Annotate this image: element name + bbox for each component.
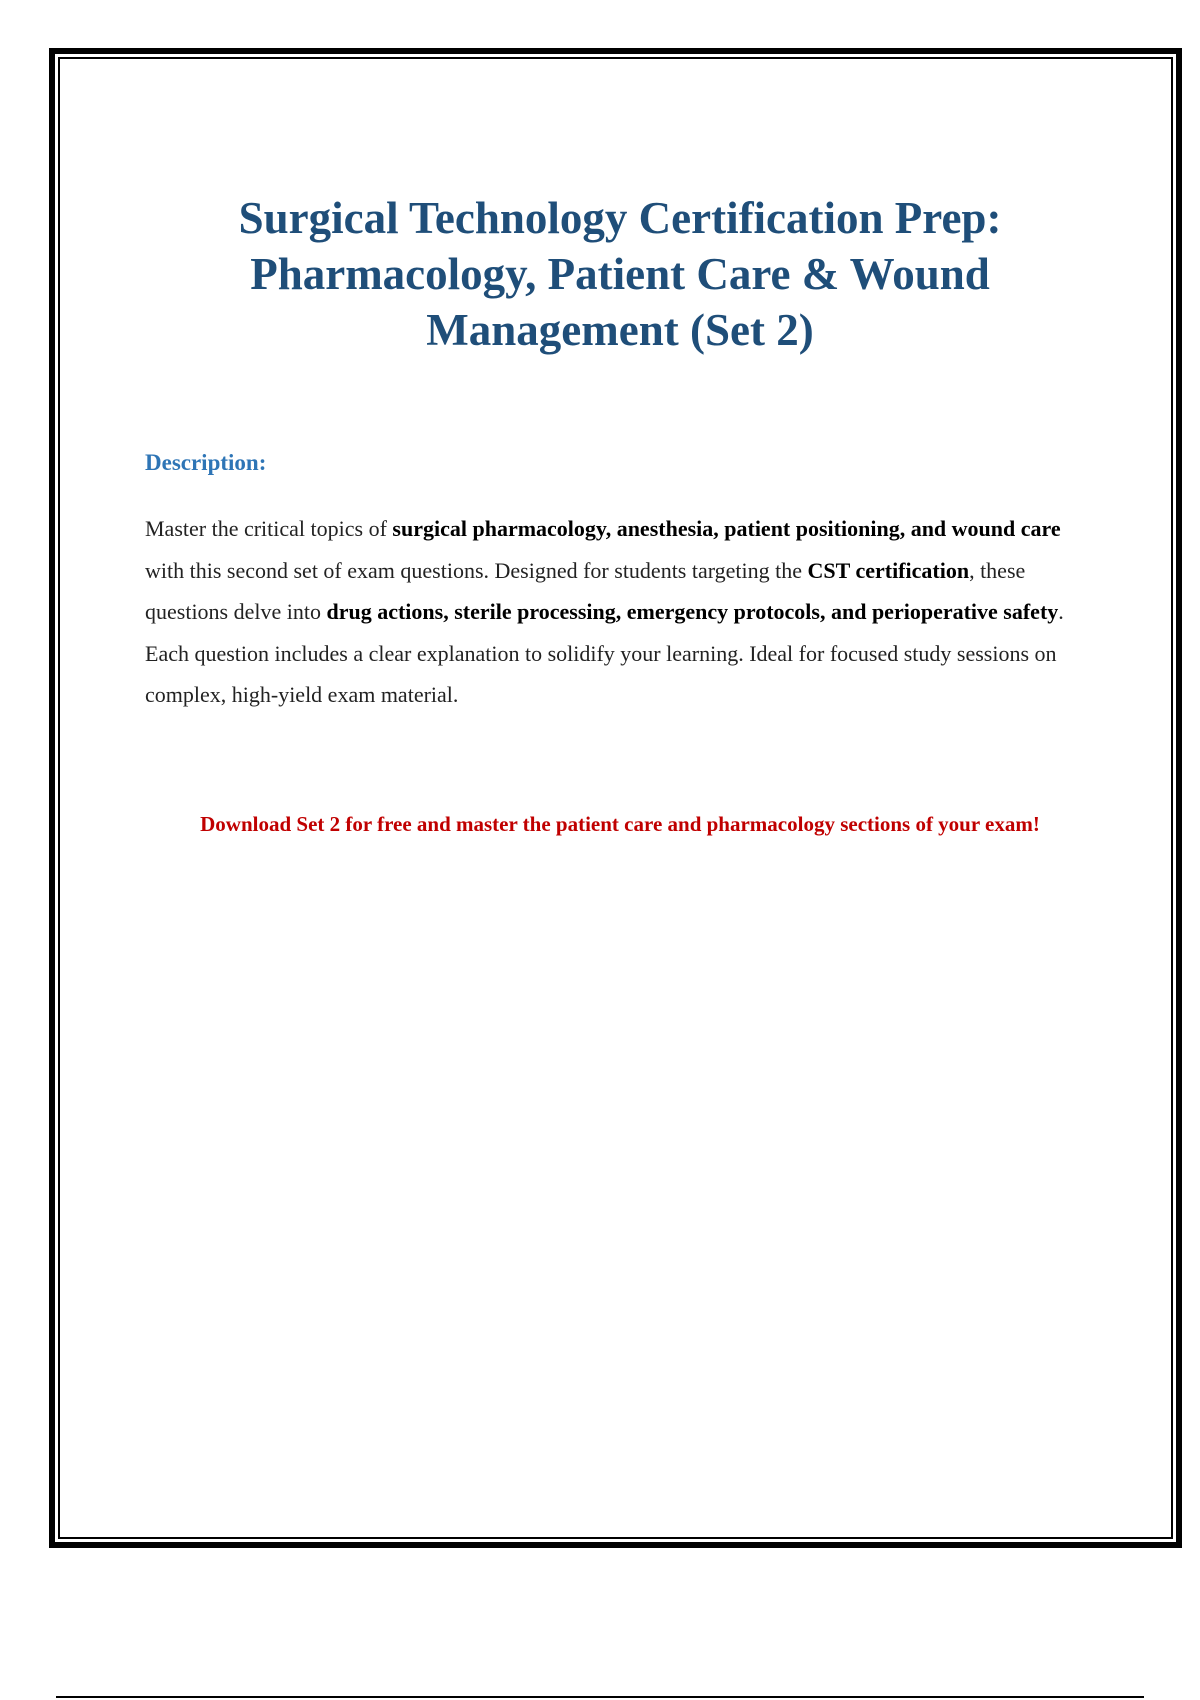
description-segment-6: drug actions, sterile processing, emergency protocols, and perioperative safety <box>326 599 1059 624</box>
description-paragraph <box>145 508 1095 716</box>
description-segment-3: with this second set of exam questions. Designed for students targeting the <box>145 557 808 583</box>
footer-divider <box>56 1696 1144 1698</box>
description-segment-2: surgical pharmacology, anesthesia, patient positioning, and wound care <box>392 516 1061 541</box>
page-content <box>145 190 1095 838</box>
description-segment-5: , these questions delve into <box>145 557 1026 624</box>
description-segment-1: Master the critical topics of <box>145 516 393 541</box>
description-segment-4: CST certification <box>807 557 970 583</box>
description-segment-7: . Each question includes a clear explanation to solidify your learning. Ideal for focused study sessions on complex, high-yield exam material. <box>145 599 1064 707</box>
call-to-action: Download Set 2 for free and master the patient care and pharmacology sections of your exam! <box>200 811 1040 836</box>
description-heading: Description: <box>145 450 267 475</box>
document-title: Surgical Technology Certification Prep: Pharmacology, Patient Care & Wound Management (Set 2) <box>238 193 1002 355</box>
